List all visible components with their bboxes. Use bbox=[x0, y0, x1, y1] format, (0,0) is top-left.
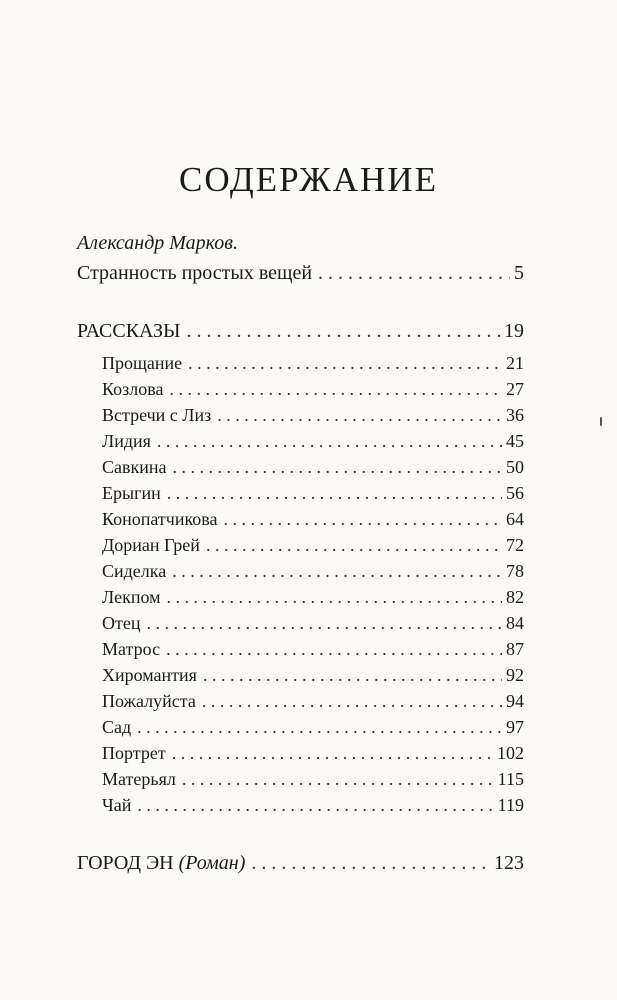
toc-entry-label: Прощание bbox=[102, 353, 183, 373]
dot-leader bbox=[318, 262, 510, 284]
toc-entry-label: Лидия bbox=[102, 431, 151, 451]
toc-entry-page: 119 bbox=[497, 795, 524, 815]
toc-entry-label: Матрос bbox=[102, 639, 161, 659]
toc-entry-story[interactable] bbox=[102, 352, 524, 374]
toc-entry-label: Сад bbox=[102, 717, 132, 737]
toc-entry-story[interactable] bbox=[102, 716, 524, 738]
toc-entry-page: 84 bbox=[506, 613, 524, 633]
toc-entry-story[interactable] bbox=[102, 560, 524, 582]
toc-entry-page: 97 bbox=[506, 717, 524, 737]
dot-leader bbox=[147, 612, 503, 634]
toc-entry-page: 19 bbox=[504, 320, 524, 342]
intro-author: Александр Марков. bbox=[77, 232, 238, 254]
toc-entry-label: Пожалуйста bbox=[102, 691, 196, 711]
toc-entry-story[interactable] bbox=[102, 586, 524, 608]
toc-entry-label: Чай bbox=[102, 795, 132, 815]
toc-entry-label: Хиромантия bbox=[102, 665, 197, 685]
toc-entry-label: Ерыгин bbox=[102, 483, 161, 503]
dot-leader bbox=[217, 404, 502, 426]
toc-entry-page: 21 bbox=[506, 353, 524, 373]
toc-entry-story[interactable] bbox=[102, 794, 524, 816]
toc-entry-page: 87 bbox=[506, 639, 524, 659]
toc-entry-story[interactable] bbox=[102, 430, 524, 452]
margin-mark bbox=[600, 417, 602, 426]
dot-leader bbox=[169, 378, 502, 400]
toc-entry-label: Странность простых вещей bbox=[77, 262, 313, 284]
toc-entry-page: 50 bbox=[506, 457, 524, 477]
novel-note: (Роман) bbox=[178, 852, 246, 874]
toc-entry-story[interactable] bbox=[102, 378, 524, 400]
toc-entry-page: 27 bbox=[506, 379, 524, 399]
toc-entry-page: 82 bbox=[506, 587, 524, 607]
dot-leader bbox=[251, 852, 490, 874]
toc-entry-story[interactable] bbox=[102, 612, 524, 634]
toc-entry-label: Дориан Грей bbox=[102, 535, 200, 555]
toc-entry-label: Встречи с Лиз bbox=[102, 405, 212, 425]
toc-entry-story[interactable] bbox=[102, 638, 524, 660]
toc-entry-label: РАССКАЗЫ bbox=[77, 320, 181, 342]
toc-entry-story[interactable] bbox=[102, 742, 524, 764]
dot-leader bbox=[172, 742, 493, 764]
dot-leader bbox=[206, 534, 502, 556]
toc-entry-page: 102 bbox=[497, 743, 524, 763]
dot-leader bbox=[172, 560, 502, 582]
dot-leader bbox=[203, 664, 502, 686]
toc-entry-intro[interactable] bbox=[77, 262, 524, 284]
toc-entry-label bbox=[77, 852, 251, 874]
toc-entry-label: Отец bbox=[102, 613, 141, 633]
toc-entry-page: 123 bbox=[494, 852, 524, 874]
toc-entry-story[interactable] bbox=[102, 482, 524, 504]
dot-leader bbox=[137, 794, 493, 816]
dot-leader bbox=[137, 716, 502, 738]
toc-entry-story[interactable] bbox=[102, 404, 524, 426]
toc-entry-story[interactable] bbox=[102, 690, 524, 712]
toc-entry-page: 78 bbox=[506, 561, 524, 581]
toc-entry-page: 115 bbox=[497, 769, 524, 789]
toc-entry-novel[interactable] bbox=[77, 852, 524, 874]
toc-entry-page: 94 bbox=[506, 691, 524, 711]
toc-entry-page: 72 bbox=[506, 535, 524, 555]
toc-entry-label: Портрет bbox=[102, 743, 166, 763]
toc-entry-label: Сиделка bbox=[102, 561, 167, 581]
toc-entry-story[interactable] bbox=[102, 534, 524, 556]
toc-entry-page: 5 bbox=[514, 262, 524, 284]
toc-entry-page: 56 bbox=[506, 483, 524, 503]
toc-entry-story[interactable] bbox=[102, 664, 524, 686]
dot-leader bbox=[182, 768, 494, 790]
dot-leader bbox=[173, 456, 503, 478]
toc-entry-section-stories[interactable] bbox=[77, 320, 524, 342]
toc-entry-page: 45 bbox=[506, 431, 524, 451]
toc-entry-label: Козлова bbox=[102, 379, 164, 399]
dot-leader bbox=[202, 690, 502, 712]
toc-entry-story[interactable] bbox=[102, 508, 524, 530]
toc-entry-label: Конопатчикова bbox=[102, 509, 218, 529]
toc-entry-label: Савкина bbox=[102, 457, 167, 477]
toc-entry-page: 92 bbox=[506, 665, 524, 685]
novel-title: ГОРОД ЭН bbox=[77, 852, 174, 874]
page-title: СОДЕРЖАНИЕ bbox=[179, 160, 438, 199]
toc-entry-label: Лекпом bbox=[102, 587, 161, 607]
dot-leader bbox=[224, 508, 502, 530]
dot-leader bbox=[167, 586, 503, 608]
toc-entry-story[interactable] bbox=[102, 456, 524, 478]
toc-entry-label: Матерьял bbox=[102, 769, 176, 789]
dot-leader bbox=[157, 430, 502, 452]
dot-leader bbox=[188, 352, 502, 374]
dot-leader bbox=[186, 320, 500, 342]
toc-entry-page: 64 bbox=[506, 509, 524, 529]
dot-leader bbox=[166, 638, 502, 660]
toc-entry-story[interactable] bbox=[102, 768, 524, 790]
toc-entry-page: 36 bbox=[506, 405, 524, 425]
dot-leader bbox=[167, 482, 502, 504]
